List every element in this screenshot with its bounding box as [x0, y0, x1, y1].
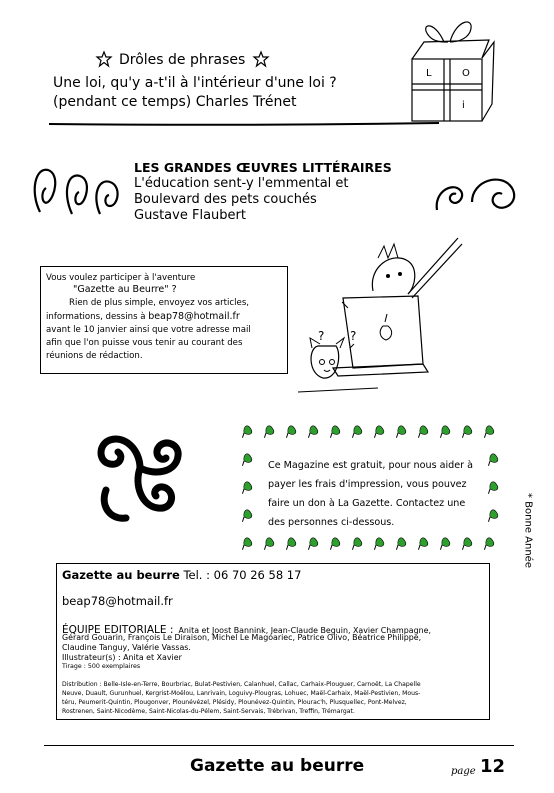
promo-email-link[interactable]: beap78@hotmail.fr: [148, 311, 240, 322]
free-line: faire un don à La Gazette. Contactez une: [268, 498, 466, 509]
distribution-line: Rostrenen, Saint-Nicodème, Saint-Nicolas-du-Pélem, Saint-Servais, Trébrivan, Treffin, Trémargat.: [62, 708, 355, 715]
distribution-line: Distribution : Belle-Isle-en-Terre, Bourbriac, Bulat-Pestivien, Calanhuel, Callac, Carhaix-Plouguer, Carnoët, La Chapelle: [62, 681, 421, 688]
tel-label: Tel. :: [183, 568, 210, 582]
side-note-bonne-annee: * Bonne Année: [522, 493, 534, 568]
droles-line-1: Une loi, qu'y a-t'il à l'intérieur d'une loi ?: [53, 75, 337, 91]
contact-line: [62, 568, 301, 582]
distribution-line: Neuve, Duault, Gurunhuel, Kergrist-Moëlou, Lanrivain, Loguivy-Plougras, Lohuec, Maël-Carhaix, Maël-Pestivien, Mous-: [62, 690, 421, 697]
promo-line: afin que l'on puisse vous tenir au courant des: [46, 338, 243, 348]
star-icon: [253, 51, 269, 67]
editorial-names: Claudine Tanguy, Valérie Vassas.: [62, 643, 191, 652]
swirl-decoration-left: [30, 162, 130, 222]
footer-rule: [44, 745, 514, 746]
contact-info-box: [56, 563, 490, 720]
oeuvres-line-3: Gustave Flaubert: [134, 208, 246, 223]
droles-line-2: (pendant ce temps) Charles Trénet: [53, 94, 297, 110]
promo-line: avant le 10 janvier ainsi que votre adresse mail: [46, 325, 251, 335]
star-icon: [96, 51, 112, 67]
oeuvres-line-1: L'éducation sent-y l'emmental et: [134, 176, 349, 191]
footer-page-label: page: [451, 766, 476, 777]
gift-letter: L: [426, 68, 432, 79]
free-magazine-text: [268, 456, 473, 532]
gift-letter: O: [462, 68, 470, 79]
editorial-label: ÉQUIPE EDITORIALE :: [62, 624, 174, 636]
print-run: Tirage : 500 exemplaires: [62, 663, 141, 670]
oeuvres-line-2: Boulevard des pets couchés: [134, 192, 317, 207]
gift-letter: i: [462, 100, 465, 111]
call-for-contributions-box: [40, 266, 288, 374]
promo-line: Rien de plus simple, envoyez vos articles,: [69, 298, 250, 308]
promo-text: informations, dessins à: [46, 312, 149, 322]
distribution-line: téru, Peumerit-Quintin, Plougonver, Plounévézel, Plésidy, Plounévez-Quintin, Plourac'h, Plusquellec, Pont-Melvez,: [62, 699, 407, 706]
question-mark: ?: [318, 329, 325, 343]
free-line: des personnes ci-dessous.: [268, 517, 395, 528]
character-laptop-drawing: [298, 236, 468, 396]
triskele-symbol: [80, 410, 200, 530]
phone-number[interactable]: 06 70 26 58 17: [213, 568, 302, 582]
contact-email-link[interactable]: beap78@hotmail.fr: [62, 594, 173, 608]
footer-page-number: 12: [480, 756, 506, 777]
editorial-names: Gérard Gouarin, François Le Diraison, Michel Le Magoariec, Patrice Olivo, Béatrice Philippe,: [62, 633, 422, 642]
illustrators: Illustrateur(s) : Anita et Xavier: [62, 653, 182, 662]
footer-title: Gazette au beurre: [190, 756, 365, 776]
oeuvres-title: LES GRANDES ŒUVRES LITTÉRAIRES: [134, 160, 392, 175]
divider-line: [49, 122, 449, 128]
promo-line: Vous voulez participer à l'aventure: [46, 273, 196, 283]
promo-line: [46, 311, 240, 322]
swirl-decoration-right: [432, 162, 522, 222]
free-line: payer les frais d'impression, vous pouvez: [268, 479, 467, 490]
publication-name: Gazette au beurre: [62, 568, 180, 582]
gift-box-drawing: [404, 14, 504, 124]
question-mark: ?: [350, 329, 357, 343]
free-line: Ce Magazine est gratuit, pour nous aider à: [268, 460, 474, 471]
promo-line: "Gazette au Beurre" ?: [73, 284, 177, 295]
droles-title: Drôles de phrases: [119, 52, 246, 68]
promo-line: réunions de rédaction.: [46, 351, 143, 361]
editorial-names: Anita et Joost Bannink, Jean-Claude Beguin, Xavier Champagne,: [178, 626, 431, 635]
